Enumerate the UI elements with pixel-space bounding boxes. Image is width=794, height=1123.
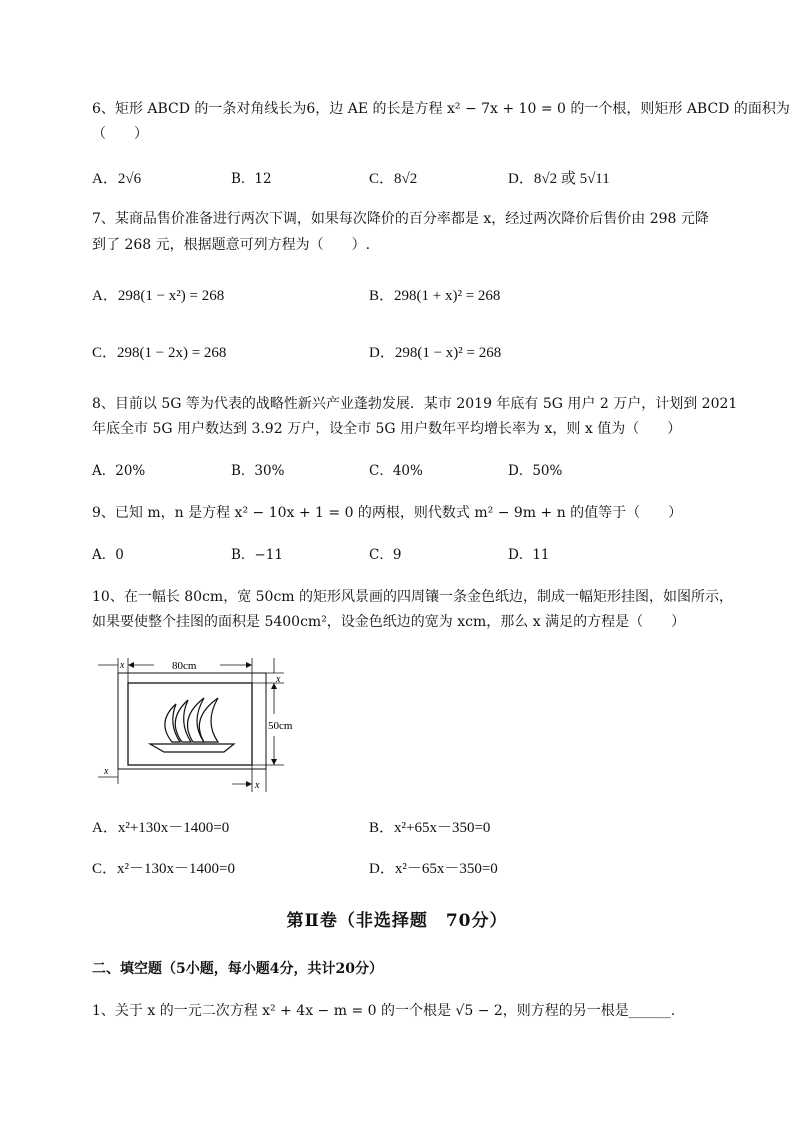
q9-option-a: A．0	[92, 547, 124, 563]
q6-stem: 6、矩形 ABCD 的一条对角线长为6，边 AE 的长是方程 x² − 7x + 10 = 0 的一个根，则矩形 ABCD 的面积为	[92, 101, 790, 117]
q10-option-c: C．x²－130x－1400=0	[92, 861, 235, 877]
bottom-x-label: x	[255, 780, 260, 791]
q9-option-d: D．11	[508, 547, 550, 563]
q8-option-c: C．40%	[369, 463, 423, 479]
q8-option-a: A．20%	[92, 463, 146, 479]
q10-option-a: A．x²+130x－1400=0	[92, 820, 230, 836]
q6-option-c: C．8√2	[369, 171, 418, 187]
section-title: 第Ⅱ卷（非选择题 70分）	[286, 911, 508, 931]
width-label: 50cm	[268, 720, 293, 732]
q7-option-a: A．298(1 − x²) = 268	[92, 288, 225, 304]
q8-stem: 8、目前以 5G 等为代表的战略性新兴产业蓬勃发展．某市 2019 年底有 5G 用户 2 万户，计划到 2021	[92, 396, 738, 412]
part-heading: 二、填空题（5小题，每小题4分，共计20分）	[92, 961, 383, 977]
q7-option-d: D．298(1 − x)² = 268	[369, 345, 502, 361]
q8-option-b: B．30%	[231, 463, 285, 479]
q10-option-d: D．x²－65x－350=0	[369, 861, 498, 877]
q10-stem: 10、在一幅长 80cm，宽 50cm 的矩形风景画的四周镶一条金色纸边，制成一幅矩形挂图，如图所示，	[92, 589, 734, 605]
q9-option-c: C．9	[369, 547, 402, 563]
q10-picture-frame-figure	[94, 652, 294, 794]
q7-stem: 7、某商品售价准备进行两次下调，如果每次降价的百分率都是 x，经过两次降价后售价由 298 元降	[92, 211, 709, 227]
q8-option-d: D．50%	[508, 463, 563, 479]
q6-option-d: D．8√2 或 5√11	[508, 171, 610, 187]
fill-q1: 1、关于 x 的一元二次方程 x² + 4x − m = 0 的一个根是 √5 − 2，则方程的另一根是______.	[92, 1003, 676, 1019]
q7-stem-cont: 到了 268 元，根据题意可列方程为（ ）.	[92, 237, 371, 253]
q8-stem-cont: 年底全市 5G 用户数达到 3.92 万户，设全市 5G 用户数年平均增长率为 x，则 x 值为（ ）	[92, 421, 682, 437]
sailboat-drawing	[150, 698, 234, 752]
q7-option-c: C．298(1 − 2x) = 268	[92, 345, 227, 361]
inner-painting-rect	[128, 683, 252, 765]
q10-stem-cont: 如果要使整个挂图的面积是 5400cm²，设金色纸边的宽为 xcm，那么 x 满足的方程是（ ）	[92, 614, 686, 630]
q6-option-b: B．12	[231, 171, 272, 187]
top-x-label: x	[120, 660, 125, 671]
q9-stem: 9、已知 m，n 是方程 x² − 10x + 1 = 0 的两根，则代数式 m² − 9m + n 的值等于（ ）	[92, 505, 683, 521]
q6-paren: （ ）	[92, 126, 148, 142]
q9-option-b: B．−11	[231, 547, 283, 563]
right-x-label: x	[276, 674, 281, 685]
left-x-label: x	[104, 766, 109, 777]
outer-frame-rect	[118, 673, 266, 769]
q7-option-b: B．298(1 + x)² = 268	[369, 288, 501, 304]
q10-option-b: B．x²+65x－350=0	[369, 820, 491, 836]
length-label: 80cm	[172, 660, 197, 672]
q6-option-a: A．2√6	[92, 171, 142, 187]
